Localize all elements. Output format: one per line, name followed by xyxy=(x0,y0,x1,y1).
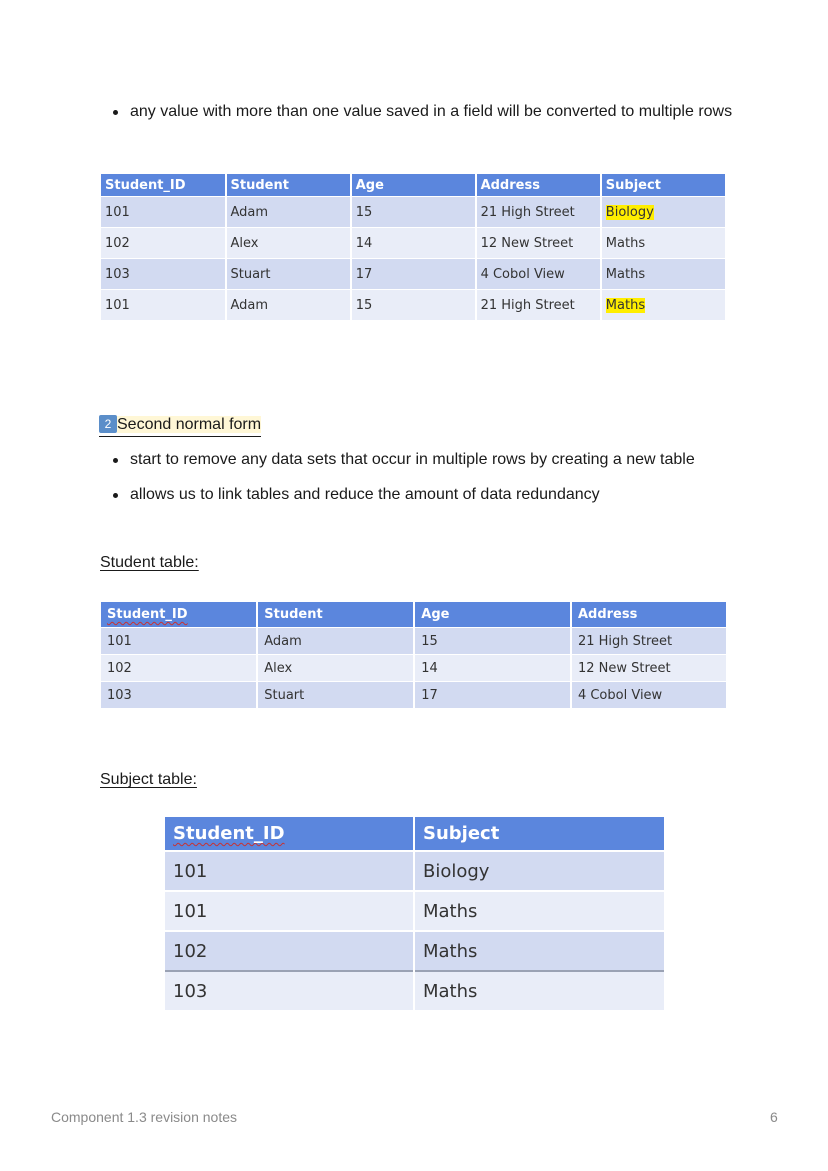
table-row xyxy=(165,890,664,930)
section-heading-text: Second normal form xyxy=(117,416,262,433)
table-cell: Biology xyxy=(415,850,664,890)
table-cell: Stuart xyxy=(258,681,413,708)
table-cell: 103 xyxy=(165,970,413,1010)
combined-student-subject-table xyxy=(99,174,727,320)
table-cell: 21 High Street xyxy=(572,627,726,654)
highlighted-subject: Maths xyxy=(605,297,646,313)
table-cell xyxy=(602,289,725,320)
bullet-item: allows us to link tables and reduce the amount of data redundancy xyxy=(100,482,760,508)
column-header: Subject xyxy=(415,817,664,850)
table-cell: 17 xyxy=(352,258,475,289)
page-number: 6 xyxy=(770,1109,778,1125)
table-row xyxy=(165,930,664,970)
table-cell: 15 xyxy=(352,196,475,227)
column-header: Student xyxy=(227,174,350,196)
column-header-text: Student_ID xyxy=(107,607,188,622)
column-header: Address xyxy=(572,602,726,627)
table-cell xyxy=(602,196,725,227)
column-header xyxy=(101,602,256,627)
second-normal-form-bullets xyxy=(100,447,760,508)
column-header-text: Student_ID xyxy=(173,823,285,844)
column-header: Age xyxy=(415,602,570,627)
subject-table-label: Subject table: xyxy=(100,771,197,788)
table-row xyxy=(165,850,664,890)
table-row xyxy=(101,289,725,320)
table-cell: 4 Cobol View xyxy=(477,258,600,289)
table-cell: Alex xyxy=(227,227,350,258)
intro-bullet-list xyxy=(100,99,740,125)
table-cell: Maths xyxy=(602,227,725,258)
table-row xyxy=(101,654,726,681)
table-row xyxy=(101,627,726,654)
section-heading xyxy=(99,414,261,437)
table-cell: Maths xyxy=(415,930,664,970)
table-row xyxy=(101,227,725,258)
column-header: Address xyxy=(477,174,600,196)
number-badge-icon: 2 xyxy=(99,415,117,433)
table-cell: 12 New Street xyxy=(477,227,600,258)
bullet-item: any value with more than one value saved in a field will be converted to multiple rows xyxy=(100,99,740,125)
table-cell: 103 xyxy=(101,258,225,289)
table-cell: 21 High Street xyxy=(477,289,600,320)
table-cell: Stuart xyxy=(227,258,350,289)
table-cell: 101 xyxy=(165,890,413,930)
table-cell: 101 xyxy=(165,850,413,890)
column-header: Student xyxy=(258,602,413,627)
table-row xyxy=(101,258,725,289)
subject-table xyxy=(163,817,666,1010)
table-cell: 102 xyxy=(165,930,413,970)
student-table-label: Student table: xyxy=(100,554,199,571)
table-cell: 102 xyxy=(101,654,256,681)
table-row xyxy=(101,196,725,227)
table-cell: Adam xyxy=(258,627,413,654)
table-row xyxy=(165,970,664,1010)
table-cell: Maths xyxy=(415,970,664,1010)
table-cell: 12 New Street xyxy=(572,654,726,681)
table-cell: 101 xyxy=(101,627,256,654)
table-cell: 17 xyxy=(415,681,570,708)
table-cell: Maths xyxy=(602,258,725,289)
highlighted-subject: Biology xyxy=(605,204,654,220)
table-cell: Adam xyxy=(227,289,350,320)
column-header: Student_ID xyxy=(101,174,225,196)
table-cell: 4 Cobol View xyxy=(572,681,726,708)
column-header xyxy=(165,817,413,850)
bullet-item: start to remove any data sets that occur in multiple rows by creating a new table xyxy=(100,447,760,473)
table-header-row xyxy=(165,817,664,850)
table-cell: 101 xyxy=(101,196,225,227)
table-row xyxy=(101,681,726,708)
table-cell: 14 xyxy=(415,654,570,681)
table-cell: Alex xyxy=(258,654,413,681)
table-header-row xyxy=(101,602,726,627)
footer-title: Component 1.3 revision notes xyxy=(51,1109,237,1125)
table-cell: 21 High Street xyxy=(477,196,600,227)
column-header: Subject xyxy=(602,174,725,196)
table-cell: 102 xyxy=(101,227,225,258)
table-cell: 101 xyxy=(101,289,225,320)
table-cell: 14 xyxy=(352,227,475,258)
table-cell: Adam xyxy=(227,196,350,227)
table-cell: Maths xyxy=(415,890,664,930)
table-header-row xyxy=(101,174,725,196)
column-header: Age xyxy=(352,174,475,196)
table-cell: 103 xyxy=(101,681,256,708)
table-cell: 15 xyxy=(415,627,570,654)
student-table xyxy=(99,602,728,708)
table-cell: 15 xyxy=(352,289,475,320)
